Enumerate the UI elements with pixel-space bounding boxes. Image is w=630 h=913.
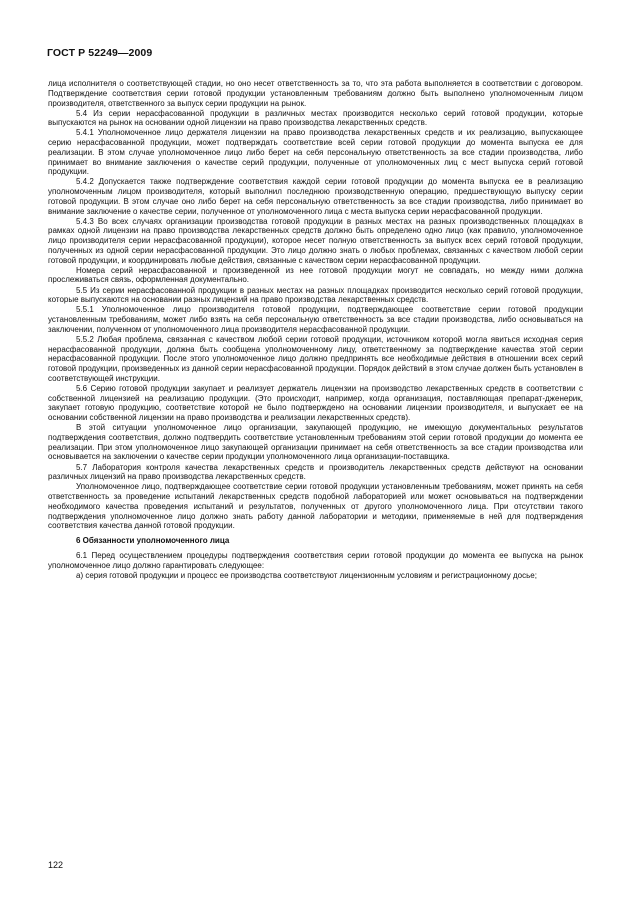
- paragraph-5-4-2: 5.4.2 Допускается также подтверждение соответствия каждой серии готовой продукции до момента выпуска ее в реализацию уполномоченным лицом производителя, который выполнил последнюю производственную операцию, предшествующую выпуску серии готовой продукции. В этом случае оно либо берет на себя персональную ответственность за все стадии производства, либо принимает во внимание заключение о качестве серии, полученное от уполномоченного лица с места выпуска серии нерасфасованной продукции.: [48, 177, 583, 216]
- section-heading: 6 Обязанности уполномоченного лица: [76, 536, 230, 546]
- document-header: ГОСТ Р 52249—2009: [47, 47, 153, 59]
- paragraph-batch-numbers: Номера серий нерасфасованной и произведенной из нее готовой продукции могут не совпадать, но между ними должна прослеживаться связь, оформленная документально.: [48, 265, 583, 285]
- page-number: 122: [48, 860, 64, 870]
- paragraph-5-4-3: 5.4.3 Во всех случаях организации производства готовой продукции в разных местах на разных производственных площадках в рамках одной лицензии на право производства лекарственных средств должно быть определено одно лицо (как правило, уполномоченное лицо производителя серии нерасфасованной продукции), которое несет полную ответственность за выпуск всех серий готовой продукции, полученных из одной серии нерасфасованной продукции. Это лицо должно знать о любых проблемах, связанных с качеством любой серии готовой продукции, и координировать любые действия, связанные с качеством серии нерасфасованной продукции.: [48, 216, 583, 265]
- document-body: [48, 79, 583, 581]
- paragraph-continuation: лица исполнителя о соответствующей стадии, но оно несет ответственность за то, что эта работа выполняется в соответствии с договором. Подтверждение соответствия серии готовой продукции установленным требованиям должно быть выполнено уполномоченным лицом производителя, ответственного за выпуск серии продукции на рынок.: [48, 79, 583, 108]
- paragraph-5-5-1: 5.5.1 Уполномоченное лицо производителя готовой продукции, подтверждающее соответствие серии готовой продукции установленным требованиям, может либо взять на себя персональную ответственность за все стадии производства, либо основываться на заключении, полученном от уполномоченного лица производителя нерасфасованной продукции.: [48, 305, 583, 334]
- paragraph-5-7-qp: Уполномоченное лицо, подтверждающее соответствие серии готовой продукции установленным требованиям, может принять на себя ответственность за проведение испытаний лекарственных средств подобной лабораторией или может основываться на подтверждении необходимого качества проведения испытаний и результатов, полученных от другого уполномоченного лица. При отсутствии такого подтверждения уполномоченное лицо должно знать работу данной лаборатории и методики, применяемые в ней для подтверждения соответствия качества данной готовой продукции.: [48, 482, 583, 531]
- paragraph-5-6: 5.6 Серию готовой продукции закупает и реализует держатель лицензии на производство лекарственных средств в соответствии с собственной лицензией на реализацию продукции. (Это происходит, например, когда организация, поставляющая препарат-дженерик, закупает готовую продукцию, соответствие которой не было подтверждено на основании лицензии производителя, и выпускает ее на основании собственной лицензии на право производства и реализации лекарственных средств).: [48, 383, 583, 423]
- paragraph-5-6-situation: В этой ситуации уполномоченное лицо организации, закупающей продукцию, не имеющую документальных результатов подтверждения соответствия, должно подтвердить соответствие установленным требованиям этой серии готовой продукции до момента ее реализации. При этом уполномоченное лицо закупающей организации принимает на себя ответственность за все стадии производства или основывается на заключении о качестве серии продукции уполномоченного лица организации-поставщика.: [48, 423, 583, 462]
- paragraph-5-4: 5.4 Из серии нерасфасованной продукции в различных местах производится несколько серий готовой продукции, которые выпускаются на рынок на основании одной лицензии на право производства лекарственных средств.: [48, 108, 583, 128]
- paragraph-5-4-1: 5.4.1 Уполномоченное лицо держателя лицензии на право производства лекарственных средств и их реализацию, выпускающее серию нерасфасованной продукции, может подтверждать соответствие всей серии готовой продукции до момента выпуска ее для реализации. В этом случае уполномоченное лицо либо берет на себя персональную ответственность за все стадии производства, либо принимает во внимание заключения о качестве серий продукции, полученные от уполномоченных лиц с мест выпуска серий готовой продукции.: [48, 128, 583, 177]
- paragraph-5-5-2: 5.5.2 Любая проблема, связанная с качеством любой серии готовой продукции, источником которой могла явиться исходная серия нерасфасованной продукции, должна быть сообщена уполномоченному лицу, ответственному за подтверждение качества этой серии нерасфасованной продукции. После этого уполномоченное лицо должно предпринять все необходимые действия в отношении всех серий готовой продукции, произведенных из данной серии нерасфасованной продукции. Порядок действий в этом случае должен быть установлен в соответствующей инструкции.: [48, 334, 583, 383]
- paragraph-6-1: 6.1 Перед осуществлением процедуры подтверждения соответствия серии готовой продукции до момента ее выпуска на рынок уполномоченное лицо должно гарантировать следующее:: [48, 551, 583, 570]
- paragraph-5-5: 5.5 Из серии нерасфасованной продукции в разных местах на разных площадках производится несколько серий готовой продукции, которые выпускаются на основании разных лицензий на право производства лекарственных средств.: [48, 285, 583, 305]
- list-item-a: а) серия готовой продукции и процесс ее производства соответствуют лицензионным условиям и регистрационному досье;: [76, 570, 537, 580]
- paragraph-5-7: 5.7 Лаборатория контроля качества лекарственных средств и производитель лекарственных средств действуют на основании различных лицензий на право производства лекарственных средств.: [48, 462, 583, 482]
